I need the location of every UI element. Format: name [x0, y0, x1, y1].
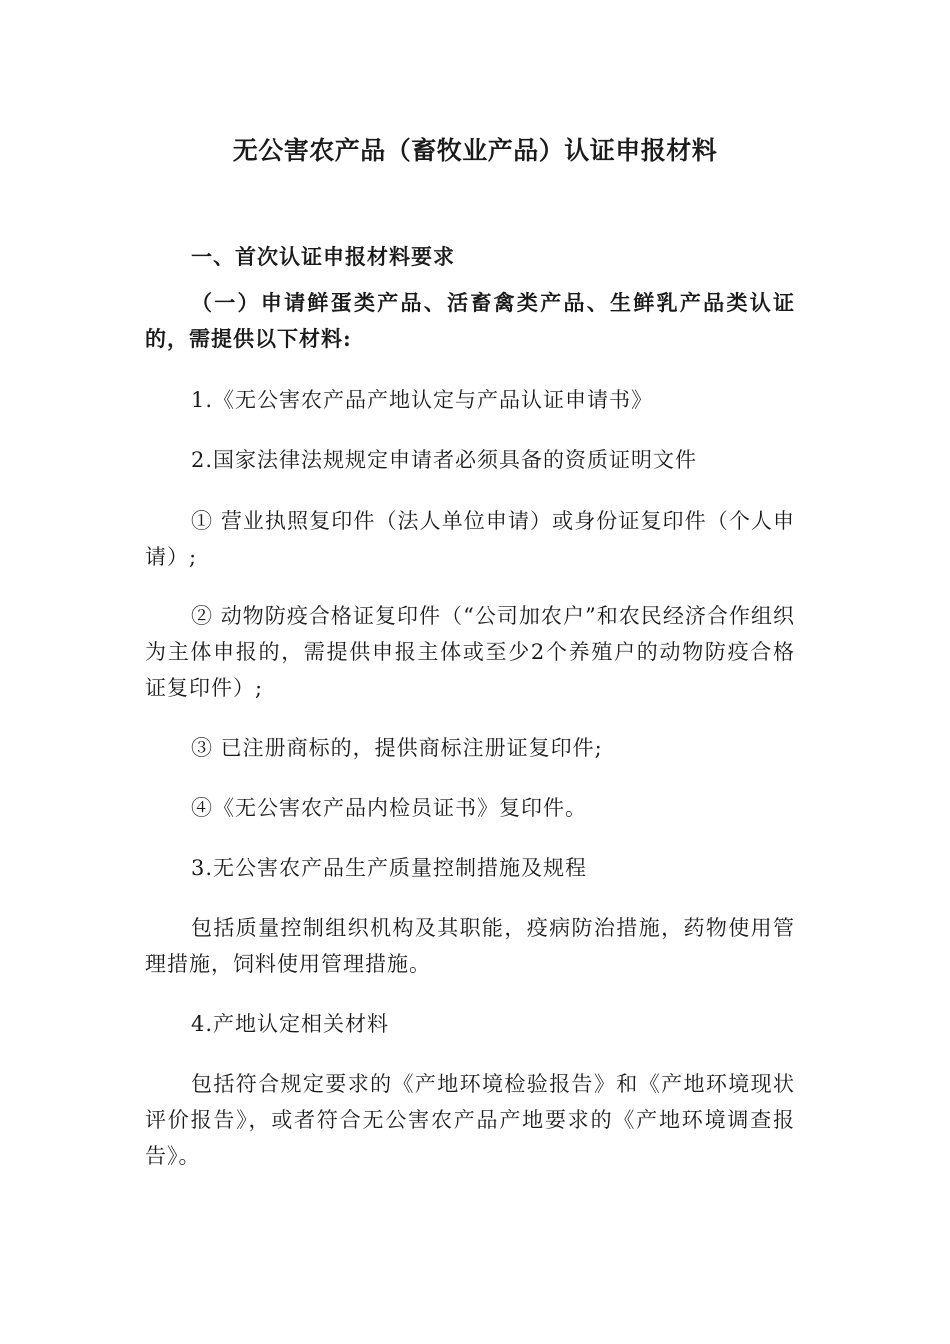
list-item: ① 营业执照复印件（法人单位申请）或身份证复印件（个人申请）;	[145, 509, 795, 569]
document-title: 无公害农产品（畜牧业产品）认证申报材料	[232, 136, 718, 165]
section-heading: 一、首次认证申报材料要求	[191, 244, 455, 269]
list-item: 1.《无公害农产品产地认定与产品认证申请书》	[191, 388, 654, 412]
list-item: ② 动物防疫合格证复印件（“公司加农户”和农民经济合作组织为主体申报的，需提供申报主体或至少2个养殖户的动物防疫合格证复印件）;	[145, 604, 795, 700]
list-item: ④《无公害农产品内检员证书》复印件。	[191, 796, 587, 820]
list-item: 4.产地认定相关材料	[191, 1012, 390, 1036]
list-item: ③ 已注册商标的，提供商标注册证复印件;	[191, 736, 603, 760]
subsection-heading: （一）申请鲜蛋类产品、活畜禽类产品、生鲜乳产品类认证的，需提供以下材料:	[145, 290, 795, 351]
list-item: 3.无公害农产品生产质量控制措施及规程	[191, 856, 588, 880]
paragraph: 包括质量控制组织机构及其职能，疫病防治措施，药物使用管理措施，饲料使用管理措施。	[145, 916, 795, 976]
paragraph: 包括符合规定要求的《产地环境检验报告》和《产地环境现状评价报告》，或者符合无公害农产品产地要求的《产地环境调查报告》。	[145, 1072, 795, 1168]
list-item: 2.国家法律法规规定申请者必须具备的资质证明文件	[191, 448, 698, 472]
